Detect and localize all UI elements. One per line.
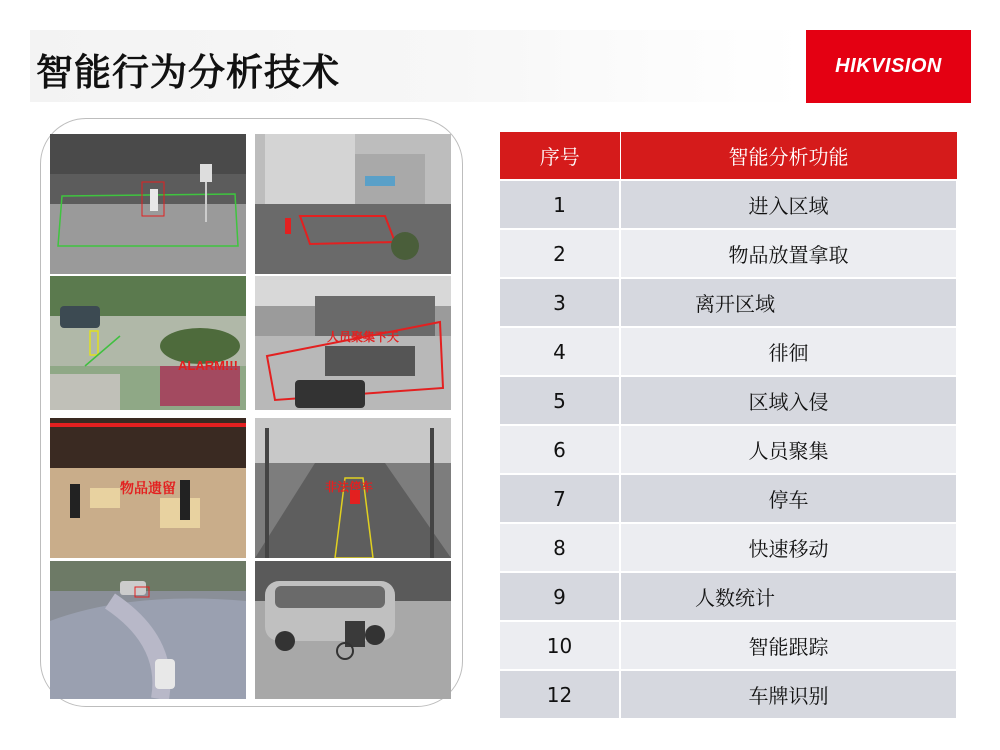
row-number: 12 [500, 670, 620, 719]
row-number: 7 [500, 474, 620, 523]
parking-label: 非法停车 [325, 480, 374, 494]
row-function: 离开区域 [620, 278, 957, 327]
row-number: 8 [500, 523, 620, 572]
table-header-row [500, 132, 957, 180]
alarm-label: ALARM!!! [178, 358, 238, 373]
row-function: 快速移动 [620, 523, 957, 572]
title-bar [30, 30, 802, 102]
row-function: 进入区域 [620, 180, 957, 229]
table-row [500, 278, 957, 327]
row-number: 6 [500, 425, 620, 474]
table-row [500, 572, 957, 621]
photo-tracking [50, 561, 246, 699]
table-row [500, 376, 957, 425]
row-function: 区域入侵 [620, 376, 957, 425]
table-row [500, 229, 957, 278]
page-title: 智能行为分析技术 [36, 51, 340, 94]
row-number: 2 [500, 229, 620, 278]
function-table [500, 132, 958, 720]
photo-license-plate [255, 561, 451, 699]
photo-loitering [50, 276, 246, 410]
row-function: 车牌识别 [620, 670, 957, 719]
brand-logo-text: HIKVISION [835, 55, 942, 77]
row-function: 物品放置拿取 [620, 229, 957, 278]
photo-object-left [50, 418, 246, 558]
table-row [500, 180, 957, 229]
function-table-wrap [500, 132, 957, 720]
table-row [500, 474, 957, 523]
table-row [500, 523, 957, 572]
row-number: 1 [500, 180, 620, 229]
row-number: 5 [500, 376, 620, 425]
row-number: 3 [500, 278, 620, 327]
brand-logo [806, 30, 971, 103]
table-row [500, 327, 957, 376]
row-function: 停车 [620, 474, 957, 523]
crowd-label: 人员聚集下天 [327, 330, 400, 344]
row-function: 人员聚集 [620, 425, 957, 474]
photo-crowd [255, 276, 451, 410]
table-row [500, 425, 957, 474]
table-row [500, 670, 957, 719]
header-function: 智能分析功能 [620, 132, 957, 180]
row-number: 10 [500, 621, 620, 670]
row-function: 徘徊 [620, 327, 957, 376]
photo-intrusion-zone [255, 134, 451, 274]
row-number: 4 [500, 327, 620, 376]
row-number: 9 [500, 572, 620, 621]
row-function: 人数统计 [620, 572, 957, 621]
header-number: 序号 [500, 132, 620, 180]
photo-enter-area [50, 134, 246, 274]
object-left-label: 物品遗留 [120, 481, 176, 497]
photo-illegal-parking [255, 418, 451, 558]
row-function: 智能跟踪 [620, 621, 957, 670]
table-row [500, 621, 957, 670]
